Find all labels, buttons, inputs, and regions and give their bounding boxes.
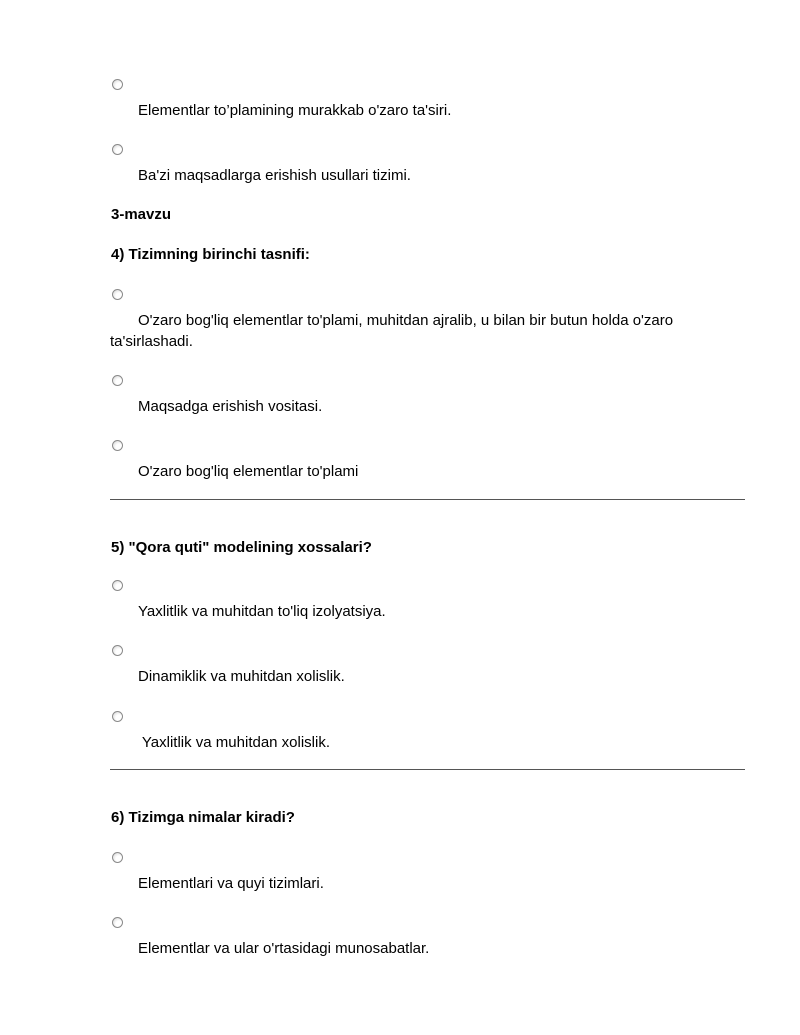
radio-button[interactable] <box>112 711 123 722</box>
divider <box>110 499 745 500</box>
radio-button[interactable] <box>112 79 123 90</box>
question-title: 4) Tizimning birinchi tasnifi: <box>111 246 310 263</box>
question-title: 5) "Qora quti" modelining xossalari? <box>111 539 372 556</box>
radio-button[interactable] <box>112 852 123 863</box>
radio-button[interactable] <box>112 645 123 656</box>
option-label: O'zaro bog'liq elementlar to'plami, muhitdan ajralib, u bilan bir butun holda o'zaro ta'sirlashadi. <box>110 312 674 350</box>
radio-button[interactable] <box>112 917 123 928</box>
option-label: O'zaro bog'liq elementlar to'plami <box>138 463 359 480</box>
option-label: Maqsadga erishish vositasi. <box>138 398 323 415</box>
radio-button[interactable] <box>112 144 123 155</box>
question-title: 6) Tizimga nimalar kiradi? <box>111 809 295 826</box>
radio-button[interactable] <box>112 440 123 451</box>
option-label: Elementlari va quyi tizimlari. <box>138 875 324 892</box>
option-label: Elementlar to’plamining murakkab o'zaro ta'siri. <box>138 102 452 119</box>
option-label: Elementlar va ular o'rtasidagi munosabatlar. <box>138 940 430 957</box>
option-label: Ba'zi maqsadlarga erishish usullari tizimi. <box>138 167 411 184</box>
radio-button[interactable] <box>112 580 123 591</box>
divider <box>110 769 745 770</box>
radio-button[interactable] <box>112 375 123 386</box>
option-label: Dinamiklik va muhitdan xolislik. <box>138 668 345 685</box>
radio-button[interactable] <box>112 289 123 300</box>
option-label: Yaxlitlik va muhitdan xolislik. <box>138 734 331 751</box>
section-title: 3-mavzu <box>111 206 172 223</box>
option-label: Yaxlitlik va muhitdan to'liq izolyatsiya. <box>138 603 386 620</box>
